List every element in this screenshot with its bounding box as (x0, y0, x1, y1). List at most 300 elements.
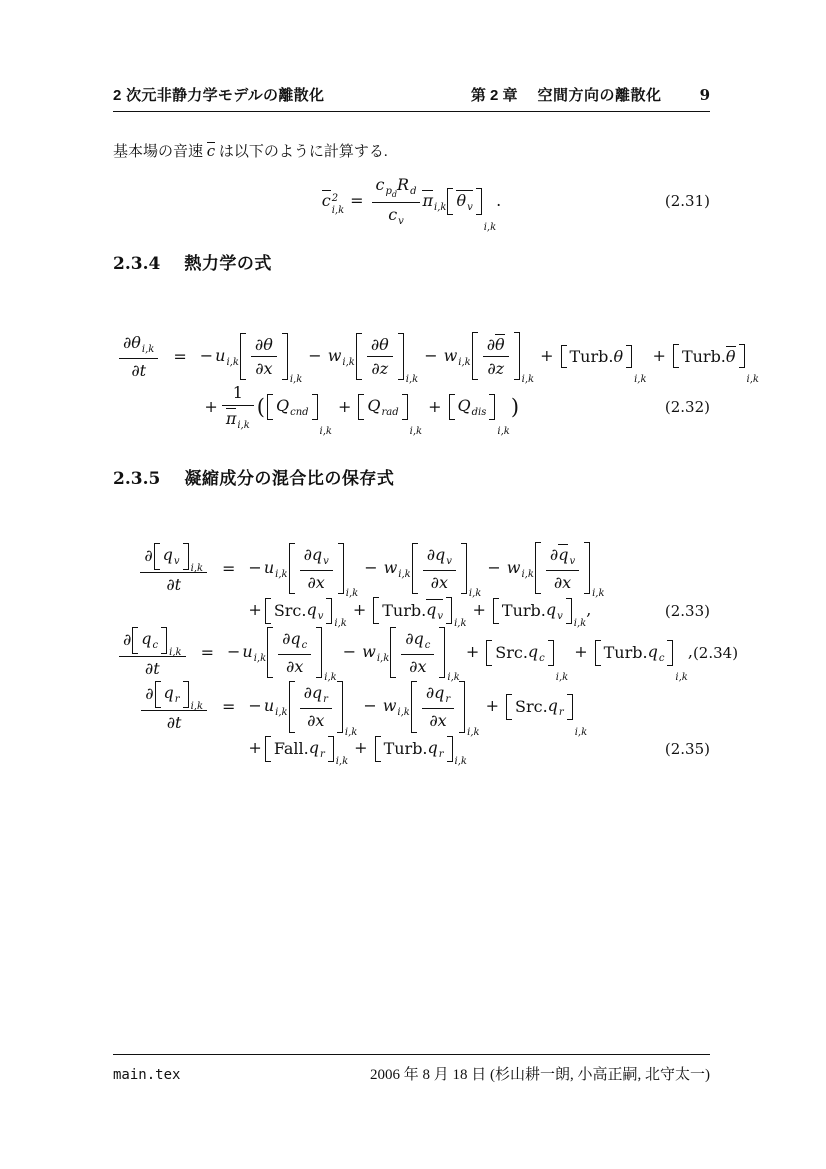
math-variable: q (413, 629, 424, 649)
bracket-right-icon (461, 543, 467, 594)
math-group (431, 573, 439, 592)
math-variable: x (263, 358, 273, 378)
math-variable: R (397, 175, 410, 194)
math-variable: q (527, 641, 539, 661)
section-heading-2-3-4 (113, 249, 272, 274)
bracket-subscript: i,k (592, 588, 605, 600)
section-number: 2.3.5 (113, 469, 161, 489)
math-group (321, 190, 345, 216)
math-variable: w (327, 345, 342, 365)
math-variable: q (311, 544, 323, 564)
equation-line (113, 175, 710, 233)
bracket-left-icon (154, 543, 160, 570)
math-group (153, 544, 203, 574)
math-variable: ∂ (144, 659, 154, 679)
math-variable: ∂ (255, 358, 264, 378)
math-group (266, 629, 337, 684)
fraction-numerator (546, 544, 579, 571)
math-bracket (561, 345, 633, 368)
math-operator: + (485, 696, 500, 716)
fraction-denominator (422, 709, 454, 730)
fraction-numerator (141, 681, 207, 711)
math-variable: Q (275, 396, 290, 416)
bracket-content (514, 694, 565, 720)
bracket-right-icon (312, 394, 318, 420)
math-group (327, 345, 355, 368)
math-bracket (447, 188, 481, 215)
bracket-right-icon (739, 344, 745, 368)
math-variable: θ (495, 335, 505, 354)
fraction-denominator (141, 711, 207, 732)
math-group (215, 345, 239, 368)
math-variable: ∂ (370, 334, 380, 354)
bracket-subscript: i,k (324, 672, 337, 684)
section-title: 凝縮成分の混合比の保存式 (184, 469, 395, 488)
math-bracket (289, 681, 343, 732)
math-variable: ∂ (549, 545, 559, 564)
math-variable: ∂ (426, 544, 436, 564)
math-overline (322, 190, 331, 210)
math-operator: + (574, 642, 588, 662)
math-subscript: i,k (376, 653, 390, 665)
math-fraction (367, 335, 393, 378)
math-group (422, 190, 447, 213)
math-operator: + (652, 345, 666, 365)
math-variable: π (225, 408, 237, 428)
math-fraction (423, 545, 456, 592)
bracket-left-icon (447, 188, 453, 215)
math-group (417, 657, 426, 676)
math-subscript: v (173, 555, 180, 567)
math-subscript: i,k (275, 707, 288, 719)
equation-relation: = (173, 346, 187, 366)
math-fraction (422, 683, 454, 730)
math-group (311, 683, 328, 706)
bracket-right-icon (567, 694, 573, 720)
bracket-subscript: i,k (573, 618, 587, 630)
bracket-subscript: i,k (634, 374, 647, 386)
math-operator: + (352, 600, 367, 620)
math-variable: x (437, 711, 447, 731)
bracket-content (457, 394, 488, 420)
math-subscript: c (152, 640, 159, 652)
math-operator: − (363, 696, 377, 716)
math-group (548, 696, 564, 718)
math-roman: Turb. (603, 643, 648, 663)
math-subscript: i,k (275, 568, 288, 580)
math-group (382, 696, 410, 719)
math-bracket (373, 597, 452, 624)
bracket-subscript: i,k (169, 647, 182, 659)
math-variable: t (174, 574, 182, 594)
section-number: 2.3.4 (113, 254, 161, 274)
math-group (528, 642, 545, 664)
bracket-subscript: i,k (345, 588, 359, 600)
math-group (309, 738, 325, 760)
fraction-numerator (422, 683, 454, 709)
bracket-right-icon (161, 627, 167, 654)
bracket-right-icon (326, 598, 332, 624)
bracket-subscript: i,k (675, 672, 688, 684)
bracket-right-icon (183, 543, 189, 570)
math-variable: ∂ (429, 711, 438, 731)
math-operator: − (308, 345, 322, 365)
math-subscript: i,k (398, 568, 411, 580)
section-heading-2-3-5 (113, 464, 394, 489)
equation-2-31 (113, 172, 710, 231)
bracket-left-icon (595, 640, 601, 666)
bracket-right-icon (667, 640, 673, 666)
math-group (726, 346, 736, 366)
math-supsub-stack (332, 193, 344, 216)
bracket-right-icon (476, 188, 482, 215)
equation-relation: = (200, 643, 214, 663)
math-bracket (240, 333, 288, 380)
math-group (371, 359, 379, 378)
math-group (131, 361, 139, 380)
math-overline (558, 544, 568, 564)
math-group (355, 334, 419, 386)
math-group (435, 544, 452, 567)
bracket-left-icon (411, 681, 417, 732)
bracket-content (480, 332, 512, 380)
footer-date-authors: 2006 年 8 月 18 日 (杉山耕一朗, 小高正嗣, 北守太一) (370, 1067, 710, 1083)
math-variable: q (647, 641, 658, 661)
math-subscript: i,k (342, 356, 355, 368)
math-bracket (486, 640, 554, 666)
math-variable: q (435, 544, 446, 564)
math-variable: ∂ (144, 545, 153, 565)
math-group (648, 642, 665, 664)
bracket-right-icon (183, 681, 189, 708)
bracket-content (140, 627, 159, 654)
math-roman: Src. (495, 643, 528, 663)
fraction-denominator (222, 406, 254, 432)
math-variable: u (263, 557, 275, 577)
math-variable: ∂ (166, 713, 176, 733)
bracket-left-icon (561, 345, 567, 368)
math-group (546, 600, 563, 622)
equation-2-33 (117, 542, 710, 630)
fraction-denominator (372, 203, 421, 228)
intro-text-before: 基本場の音速 (113, 144, 207, 160)
math-group (456, 190, 473, 213)
equation-rhs (199, 332, 759, 386)
math-variable: ∂ (123, 332, 132, 352)
bracket-content (275, 394, 310, 420)
bracket-right-icon (514, 332, 520, 380)
math-bracket (267, 394, 318, 420)
math-bracket (595, 640, 674, 666)
math-subscript: v (317, 610, 324, 622)
footer-filename: main.tex (113, 1067, 181, 1083)
fraction-denominator (251, 357, 277, 378)
math-overline (426, 599, 443, 622)
math-operator: + (337, 396, 352, 416)
math-fraction (140, 543, 207, 594)
math-bracket (506, 694, 573, 720)
math-bracket (267, 627, 322, 678)
bracket-left-icon (356, 333, 362, 380)
math-group (290, 629, 308, 652)
equation-rhs (321, 175, 502, 233)
math-variable: x (315, 572, 325, 592)
math-group (145, 684, 153, 703)
math-group (496, 359, 504, 378)
equation-line (117, 736, 710, 767)
math-group (276, 396, 309, 418)
page-header (113, 84, 710, 112)
bracket-left-icon (358, 394, 364, 420)
math-variable: q (311, 683, 323, 703)
math-group (492, 599, 587, 630)
fraction-numerator (372, 175, 421, 203)
equation-number: (2.33) (664, 601, 710, 620)
bracket-right-icon (282, 333, 288, 380)
math-group (411, 544, 482, 600)
math-operator: + (354, 738, 368, 758)
math-variable: ∂ (409, 657, 418, 677)
fraction-numerator (140, 543, 207, 573)
math-fraction (278, 629, 311, 676)
math-variable: c (388, 204, 398, 224)
math-subscript: v (467, 201, 473, 213)
math-operator: − (364, 557, 378, 577)
math-variable: z (495, 359, 505, 379)
bracket-subscript: i,k (190, 701, 203, 713)
math-subscript: i,k (226, 356, 239, 368)
bracket-left-icon (535, 542, 541, 594)
math-group (374, 737, 467, 767)
math-fraction (372, 175, 421, 228)
math-group (304, 545, 312, 564)
math-group (448, 396, 510, 437)
math-variable: q (163, 683, 174, 703)
equation-number: (2.31) (664, 192, 710, 211)
math-subscript: i,k (141, 343, 155, 355)
math-roman: Turb. (383, 739, 428, 759)
math-subscript: r (445, 694, 451, 706)
fraction-denominator (119, 657, 186, 678)
math-operator: − (199, 345, 214, 365)
math-subscript: r (558, 706, 564, 718)
math-group (550, 545, 558, 564)
math-group (456, 190, 472, 213)
math-operator: + (204, 396, 218, 416)
math-variable: ∂ (131, 360, 140, 380)
equation-line (117, 542, 710, 600)
math-variable: π (422, 190, 433, 210)
math-group (308, 573, 316, 592)
bracket-left-icon (449, 394, 455, 420)
math-roman: Src. (273, 601, 307, 621)
math-subscript: i,k (253, 653, 267, 665)
math-group (145, 659, 153, 678)
math-group (560, 346, 647, 386)
math-operator: − (226, 642, 241, 662)
math-operator: + (248, 600, 262, 620)
math-fraction (251, 335, 277, 378)
math-group (164, 683, 180, 706)
math-group (428, 738, 444, 760)
equation-line (117, 383, 710, 437)
math-group (505, 695, 588, 738)
math-group (288, 544, 359, 600)
math-group (166, 575, 174, 594)
math-variable: u (215, 345, 226, 365)
math-variable: θ (725, 347, 736, 367)
bracket-content (494, 640, 546, 666)
math-group (266, 396, 332, 437)
bracket-right-icon (566, 598, 572, 624)
bracket-subscript: i,k (483, 221, 497, 233)
math-group (357, 396, 423, 437)
math-bracket (449, 394, 496, 420)
fraction-denominator (300, 709, 332, 730)
math-variable: u (263, 696, 275, 716)
bracket-content (420, 543, 459, 594)
bracket-content (273, 598, 325, 624)
math-subscript: c (658, 652, 665, 664)
math-group (534, 545, 605, 600)
math-overline (226, 408, 237, 428)
fraction-numerator (278, 629, 311, 655)
math-text: . (496, 190, 502, 210)
bracket-content (381, 597, 444, 624)
bracket-left-icon (506, 694, 512, 720)
math-subscript: dis (471, 407, 487, 419)
bracket-left-icon (289, 681, 295, 732)
header-section-title: 空間方向の離散化 (537, 87, 662, 104)
math-bracket (493, 598, 572, 624)
bracket-content (501, 598, 564, 624)
math-group (426, 683, 434, 702)
math-subscript: c (301, 640, 308, 652)
math-operator: + (472, 600, 486, 620)
equation-line (117, 681, 710, 738)
fraction-denominator (300, 571, 333, 592)
math-subscript: i,k (397, 707, 410, 719)
math-variable: ∂ (307, 711, 316, 731)
math-group (264, 737, 349, 767)
math-subscript: i,k (458, 356, 471, 368)
bracket-left-icon (240, 333, 246, 380)
fraction-numerator (401, 629, 434, 655)
bracket-right-icon (446, 597, 452, 624)
math-group (487, 335, 495, 354)
math-span: 2 (331, 193, 339, 205)
math-group (163, 545, 180, 568)
fraction-denominator (140, 573, 207, 594)
bracket-content (163, 681, 181, 708)
math-roman: Turb. (382, 601, 427, 621)
bracket-left-icon (486, 640, 492, 666)
fraction-numerator (423, 545, 456, 571)
bracket-subscript: i,k (334, 618, 347, 630)
equation-lhs (117, 333, 160, 380)
math-bracket (390, 627, 445, 678)
math-group (255, 359, 263, 378)
bracket-content (297, 681, 335, 732)
page-footer (113, 1054, 710, 1084)
math-group (426, 599, 443, 622)
math-subscript: cnd (290, 407, 309, 419)
fraction-numerator (119, 333, 158, 359)
math-group (264, 359, 273, 378)
math-variable: x (294, 657, 304, 677)
fraction-denominator (483, 357, 509, 378)
equation-group-2-33-to-2-35 (117, 539, 739, 767)
fraction-denominator (367, 357, 393, 378)
equation-number: (2.35) (664, 739, 710, 758)
bracket-content (366, 394, 399, 420)
math-variable: ∂ (145, 684, 154, 704)
math-variable: q (427, 737, 438, 757)
math-subscript: i,k (434, 201, 447, 213)
equation-rhs (248, 542, 605, 600)
bracket-left-icon (132, 627, 138, 654)
math-text: 1 (232, 383, 243, 403)
math-operator: − (248, 557, 262, 577)
math-group (558, 545, 576, 567)
math-variable: ∂ (303, 683, 312, 703)
bracket-content (455, 188, 473, 215)
math-variable: t (139, 360, 147, 380)
math-group (446, 190, 497, 233)
bracket-left-icon (472, 332, 478, 380)
math-variable: ∂ (307, 572, 316, 592)
math-bracket (289, 543, 344, 594)
math-group (613, 347, 623, 366)
math-variable: θ (379, 334, 389, 354)
header-page-number: 9 (699, 86, 710, 104)
math-group (367, 396, 398, 418)
math-group (239, 334, 303, 386)
math-variable: Q (367, 396, 381, 416)
bracket-left-icon (267, 394, 273, 420)
math-variable: q (545, 599, 557, 619)
math-roman: Turb. (569, 346, 614, 366)
math-fraction (483, 334, 509, 378)
math-subscript: r (319, 748, 325, 760)
bracket-right-icon (338, 543, 344, 594)
math-group (131, 629, 182, 659)
math-variable: q (306, 599, 317, 619)
equation-number: (2.32) (664, 398, 710, 417)
math-variable: θ (263, 334, 273, 354)
math-bracket (411, 681, 465, 732)
math-variable: q (558, 545, 569, 564)
bracket-content (297, 543, 336, 594)
math-operator: + (428, 396, 442, 416)
math-overline (726, 346, 736, 366)
math-subscript: r (438, 748, 444, 760)
math-subscript: v (323, 555, 329, 567)
math-group (225, 408, 250, 431)
math-variable: ∂ (254, 334, 264, 354)
math-variable: ∂ (405, 629, 414, 649)
math-variable: x (417, 657, 427, 677)
math-group (255, 335, 263, 354)
math-subscript: v (437, 611, 444, 623)
bracket-subscript: i,k (746, 374, 759, 386)
math-group (141, 629, 158, 652)
math-variable: x (315, 711, 325, 731)
math-subscript: v (446, 555, 452, 567)
math-group (672, 346, 759, 386)
bracket-right-icon (626, 345, 632, 368)
math-variable: ∂ (425, 683, 435, 703)
